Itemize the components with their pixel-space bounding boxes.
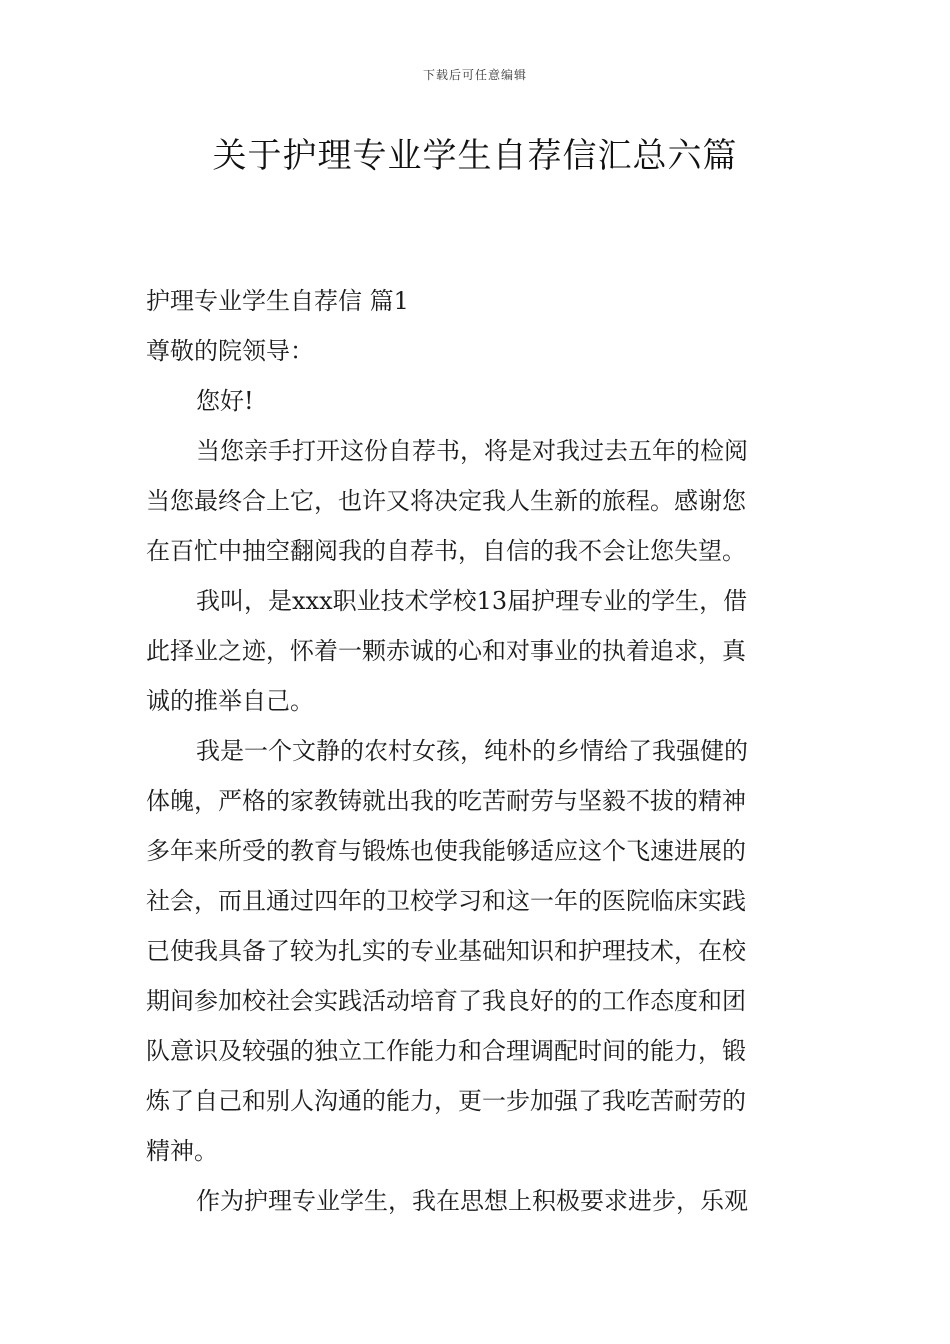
header-note: 下载后可任意编辑 <box>422 68 527 82</box>
text-line: 诚的推举自己。 <box>146 687 314 715</box>
text-line: 您好! <box>196 387 254 415</box>
text-line: 队意识及较强的独立工作能力和合理调配时间的能力，锻 <box>146 1037 746 1065</box>
text-line: 精神。 <box>146 1137 218 1165</box>
text-line: 护理专业学生自荐信 篇1 <box>146 287 409 315</box>
text-line: 当您最终合上它，也许又将决定我人生新的旅程。感谢您 <box>146 487 746 515</box>
text-line: 炼了自己和别人沟通的能力，更一步加强了我吃苦耐劳的 <box>146 1087 746 1115</box>
text-line: 此择业之迹，怀着一颗赤诚的心和对事业的执着追求，真 <box>146 637 746 665</box>
text-line: 我是一个文静的农村女孩，纯朴的乡情给了我强健的 <box>196 737 748 765</box>
text-line: 已使我具备了较为扎实的专业基础知识和护理技术，在校 <box>146 937 746 965</box>
text-line: 多年来所受的教育与锻炼也使我能够适应这个飞速进展的 <box>146 837 746 865</box>
document-body <box>146 276 808 1226</box>
document-title: 关于护理专业学生自荐信汇总六篇 <box>212 136 738 176</box>
text-line: 体魄，严格的家教铸就出我的吃苦耐劳与坚毅不拔的精神 <box>146 787 746 815</box>
text-line: 我叫，是xxx职业技术学校13届护理专业的学生，借 <box>196 587 748 615</box>
text-line: 在百忙中抽空翻阅我的自荐书，自信的我不会让您失望。 <box>146 537 746 565</box>
text-line: 社会，而且通过四年的卫校学习和这一年的医院临床实践 <box>146 887 746 915</box>
text-line: 尊敬的院领导： <box>146 337 314 365</box>
text-line: 当您亲手打开这份自荐书，将是对我过去五年的检阅 <box>196 437 748 465</box>
text-line: 期间参加校社会实践活动培育了我良好的的工作态度和团 <box>146 987 746 1015</box>
text-line: 作为护理专业学生，我在思想上积极要求进步，乐观 <box>196 1187 748 1215</box>
